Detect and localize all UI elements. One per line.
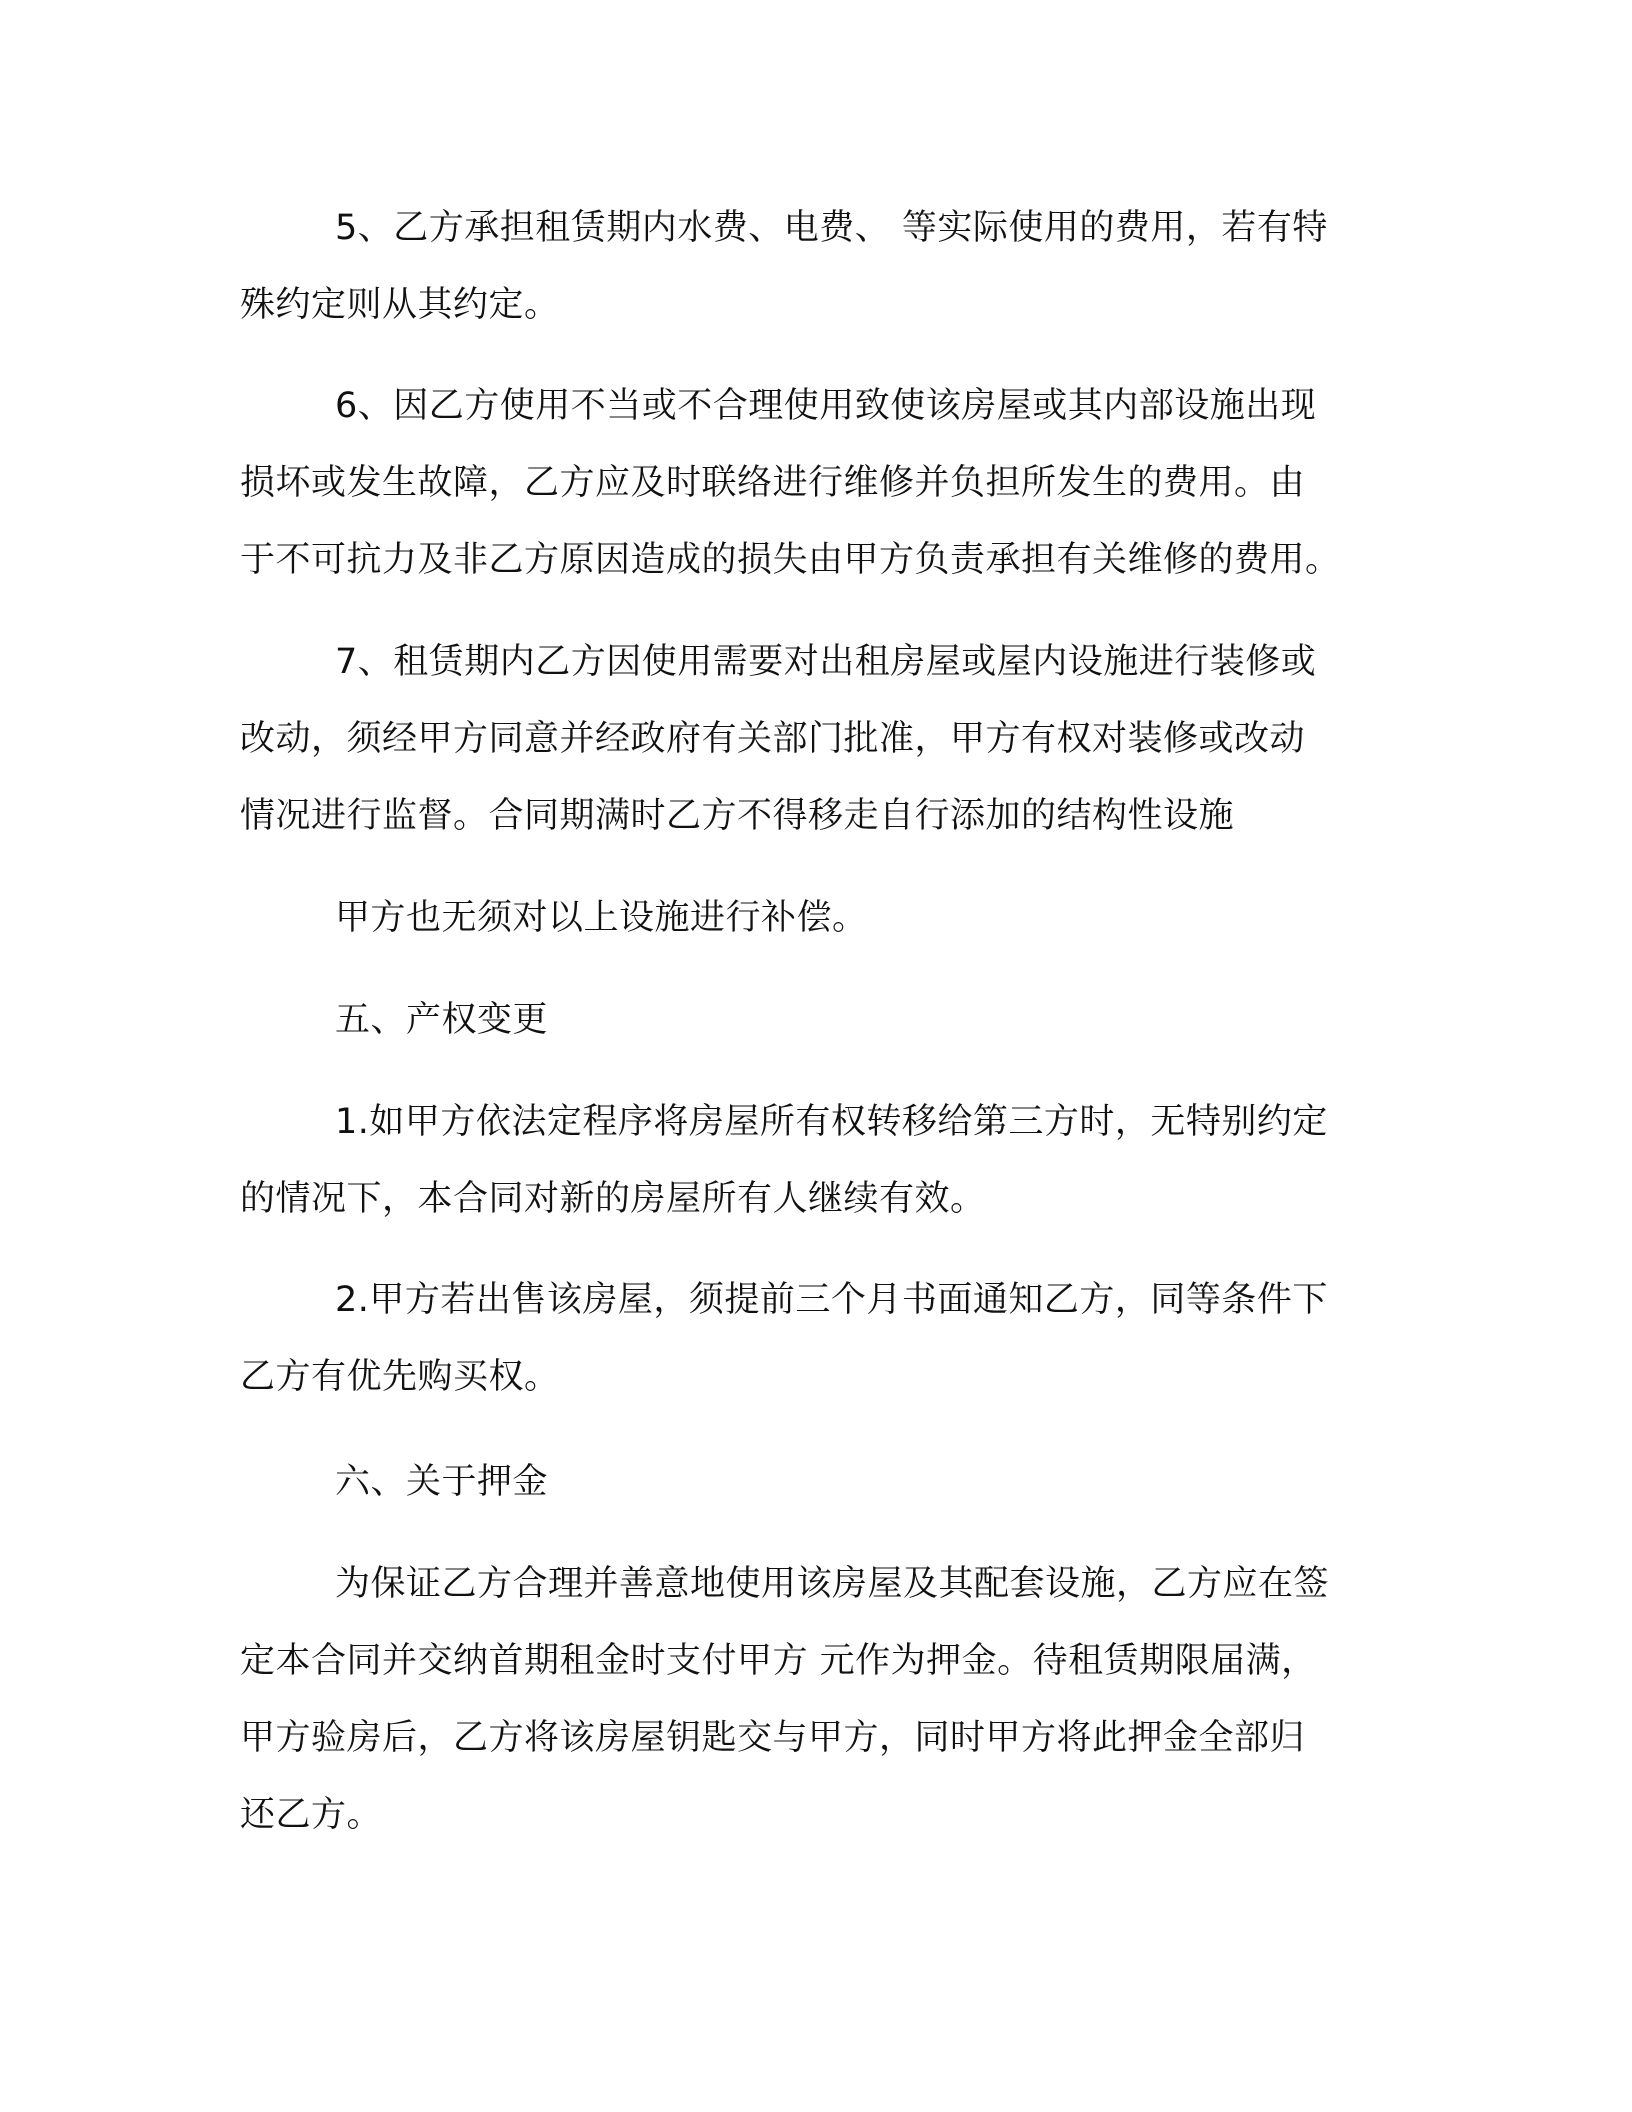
clause-5-2-line-2: 乙方有优先购买权。 <box>240 1357 560 1397</box>
clause-5-paragraph <box>240 190 1370 344</box>
clause-6-line-2: 损坏或发生故障，乙方应及时联络进行维修并负担所发生的费用。由 <box>240 463 1306 503</box>
clause-7-line-1: 7、租赁期内乙方因使用需要对出租房屋或屋内设施进行装修或 <box>335 642 1317 682</box>
clause-5-1-line-2: 的情况下，本合同对新的房屋所有人继续有效。 <box>240 1179 986 1219</box>
clause-6-paragraph <box>240 368 1370 599</box>
section-heading-property-change <box>240 982 1370 1059</box>
clause-7-cont-line-1: 甲方也无须对以上设施进行补偿。 <box>335 898 868 938</box>
deposit-line-1: 为保证乙方合理并善意地使用该房屋及其配套设施，乙方应在签 <box>335 1564 1330 1604</box>
deposit-line-4: 还乙方。 <box>240 1795 383 1835</box>
deposit-line-2: 定本合同并交纳首期租金时支付甲方 元作为押金。待租赁期限届满， <box>240 1641 1317 1681</box>
deposit-line-3: 甲方验房后，乙方将该房屋钥匙交与甲方，同时甲方将此押金全部归 <box>240 1718 1306 1758</box>
heading-6-text: 六、关于押金 <box>335 1462 549 1502</box>
deposit-paragraph <box>240 1546 1370 1854</box>
clause-5-line-1: 5、乙方承担租赁期内水费、电费、 等实际使用的费用，若有特 <box>335 208 1328 248</box>
clause-7-line-2: 改动，须经甲方同意并经政府有关部门批准，甲方有权对装修或改动 <box>240 719 1306 759</box>
clause-5-line-2: 殊约定则从其约定。 <box>240 285 560 325</box>
section-heading-deposit <box>240 1444 1370 1521</box>
clause-5-2-line-1: 2.甲方若出售该房屋，须提前三个月书面通知乙方，同等条件下 <box>335 1280 1328 1320</box>
clause-5-1-line-1: 1.如甲方依法定程序将房屋所有权转移给第三方时，无特别约定 <box>335 1102 1328 1142</box>
clause-6-line-3: 于不可抗力及非乙方原因造成的损失由甲方负责承担有关维修的费用。 <box>240 540 1341 580</box>
clause-7-continuation <box>240 880 1370 957</box>
clause-5-2-paragraph <box>240 1262 1370 1416</box>
clause-6-line-1: 6、因乙方使用不当或不合理使用致使该房屋或其内部设施出现 <box>335 386 1317 426</box>
clause-7-paragraph <box>240 624 1370 855</box>
heading-5-text: 五、产权变更 <box>335 1000 549 1040</box>
clause-5-1-paragraph <box>240 1084 1370 1238</box>
clause-7-line-3: 情况进行监督。合同期满时乙方不得移走自行添加的结构性设施 <box>240 796 1235 836</box>
